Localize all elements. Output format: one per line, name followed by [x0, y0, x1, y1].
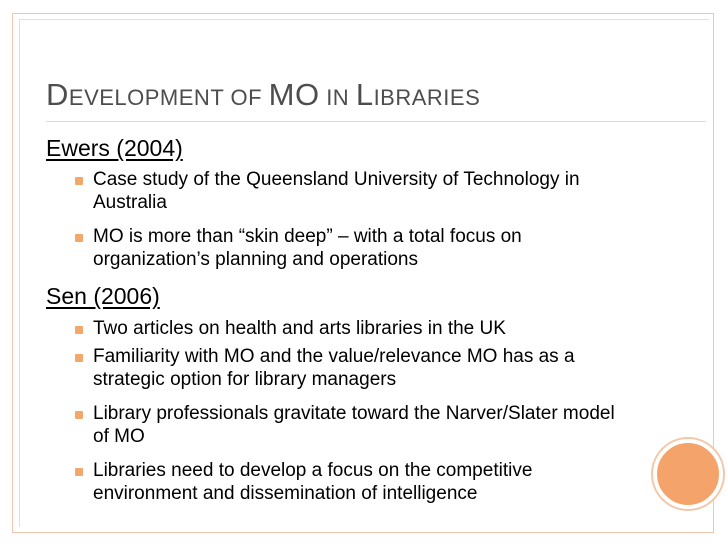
- bullet-item: [75, 317, 633, 340]
- bullet-square-icon: [75, 326, 83, 334]
- bullet-item: [75, 402, 633, 448]
- bullet-square-icon: [75, 411, 83, 419]
- bullet-item: [75, 168, 633, 214]
- section-heading-sen: Sen (2006): [46, 283, 160, 309]
- bullet-item: [75, 345, 633, 391]
- title-part: IBRARIES: [373, 85, 481, 110]
- bullet-square-icon: [75, 234, 83, 242]
- bullet-item: [75, 459, 633, 505]
- bullet-square-icon: [75, 468, 83, 476]
- title-part: IN: [319, 85, 356, 110]
- title-part: EVELOPMENT OF: [68, 85, 269, 110]
- bullet-text: Library professionals gravitate toward the Narver/Slater model of MO: [93, 403, 615, 447]
- bullet-text: Libraries need to develop a focus on the competitive environment and dissemination of intelligence: [93, 460, 533, 504]
- title-part: MO: [268, 77, 320, 112]
- bullet-text: MO is more than “skin deep” – with a total focus on organization’s planning and operations: [93, 226, 522, 270]
- bullet-square-icon: [75, 177, 83, 185]
- bullet-item: [75, 225, 633, 271]
- bullet-text: Case study of the Queensland University of Technology in Australia: [93, 169, 580, 213]
- bullet-square-icon: [75, 354, 83, 362]
- bullet-text: Familiarity with MO and the value/relevance MO has as a strategic option for library managers: [93, 346, 575, 390]
- section-heading-ewers: Ewers (2004): [46, 135, 183, 161]
- title-part: D: [46, 77, 69, 112]
- bullet-text: Two articles on health and arts libraries in the UK: [93, 318, 506, 339]
- slide-title: [46, 78, 480, 115]
- decorative-circle: [653, 439, 723, 509]
- title-part: L: [355, 77, 374, 112]
- title-divider: [46, 121, 706, 122]
